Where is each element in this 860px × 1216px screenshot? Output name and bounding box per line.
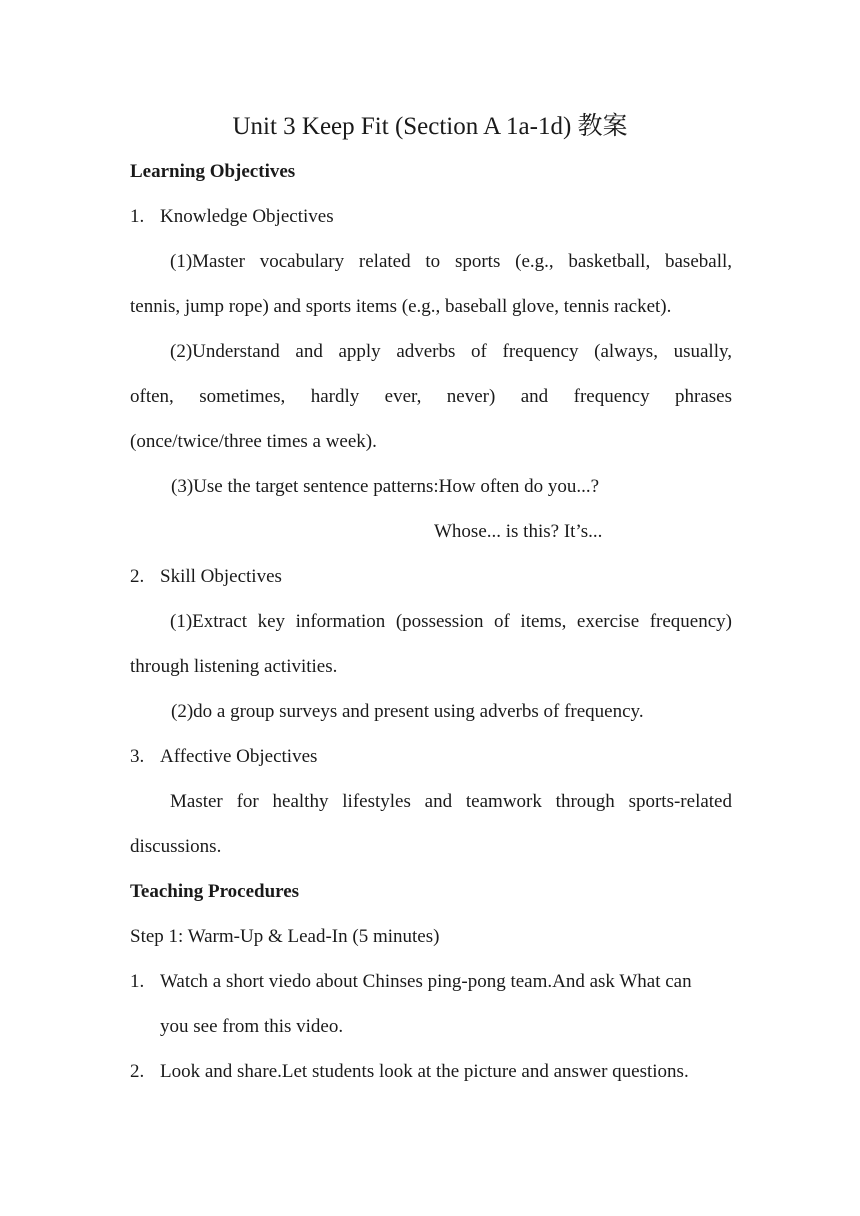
knowledge-p2-line1: (2)Understand and apply adverbs of frequency (always, usually, [170,341,732,362]
skill-p2-line1: (2)do a group surveys and present using adverbs of frequency. [171,701,644,722]
knowledge-p3-line2: Whose... is this? It’s... [434,521,603,542]
step1-item-1-line2: you see from this video. [160,1016,344,1037]
list-number: 2. [130,566,145,587]
step1-item-2-line1: Look and share.Let students look at the picture and answer questions. [160,1061,689,1082]
step1-item-1-line1: Watch a short viedo about Chinses ping-pong team.And ask What can [160,971,692,992]
affective-objectives-heading: Affective Objectives [160,746,318,767]
list-number: 2. [130,1061,145,1082]
list-number: 3. [130,746,145,767]
knowledge-p3-line1: (3)Use the target sentence patterns:How often do you...? [171,476,600,497]
knowledge-objectives-heading: Knowledge Objectives [160,206,334,227]
affective-p1-line1: Master for healthy lifestyles and teamwork through sports-related [170,791,732,812]
skill-p1-line1: (1)Extract key information (possession of items, exercise frequency) [170,611,732,632]
knowledge-p2-line3: (once/twice/three times a week). [130,431,377,452]
affective-p1-line2: discussions. [130,836,222,857]
skill-p1-line2: through listening activities. [130,656,338,677]
list-number: 1. [130,971,145,992]
document-title: Unit 3 Keep Fit (Section A 1a-1d) 教案 [232,113,628,140]
knowledge-p1-line2: tennis, jump rope) and sports items (e.g., baseball glove, tennis racket). [130,296,672,317]
list-number: 1. [130,206,145,227]
teaching-procedures-heading: Teaching Procedures [130,881,300,902]
knowledge-p1-line1: (1)Master vocabulary related to sports (e.g., basketball, baseball, [170,251,732,272]
skill-objectives-heading: Skill Objectives [160,566,282,587]
step1-heading: Step 1: Warm-Up & Lead-In (5 minutes) [130,926,440,947]
learning-objectives-heading: Learning Objectives [130,161,296,182]
knowledge-p2-line2: often, sometimes, hardly ever, never) and frequency phrases [130,386,732,407]
